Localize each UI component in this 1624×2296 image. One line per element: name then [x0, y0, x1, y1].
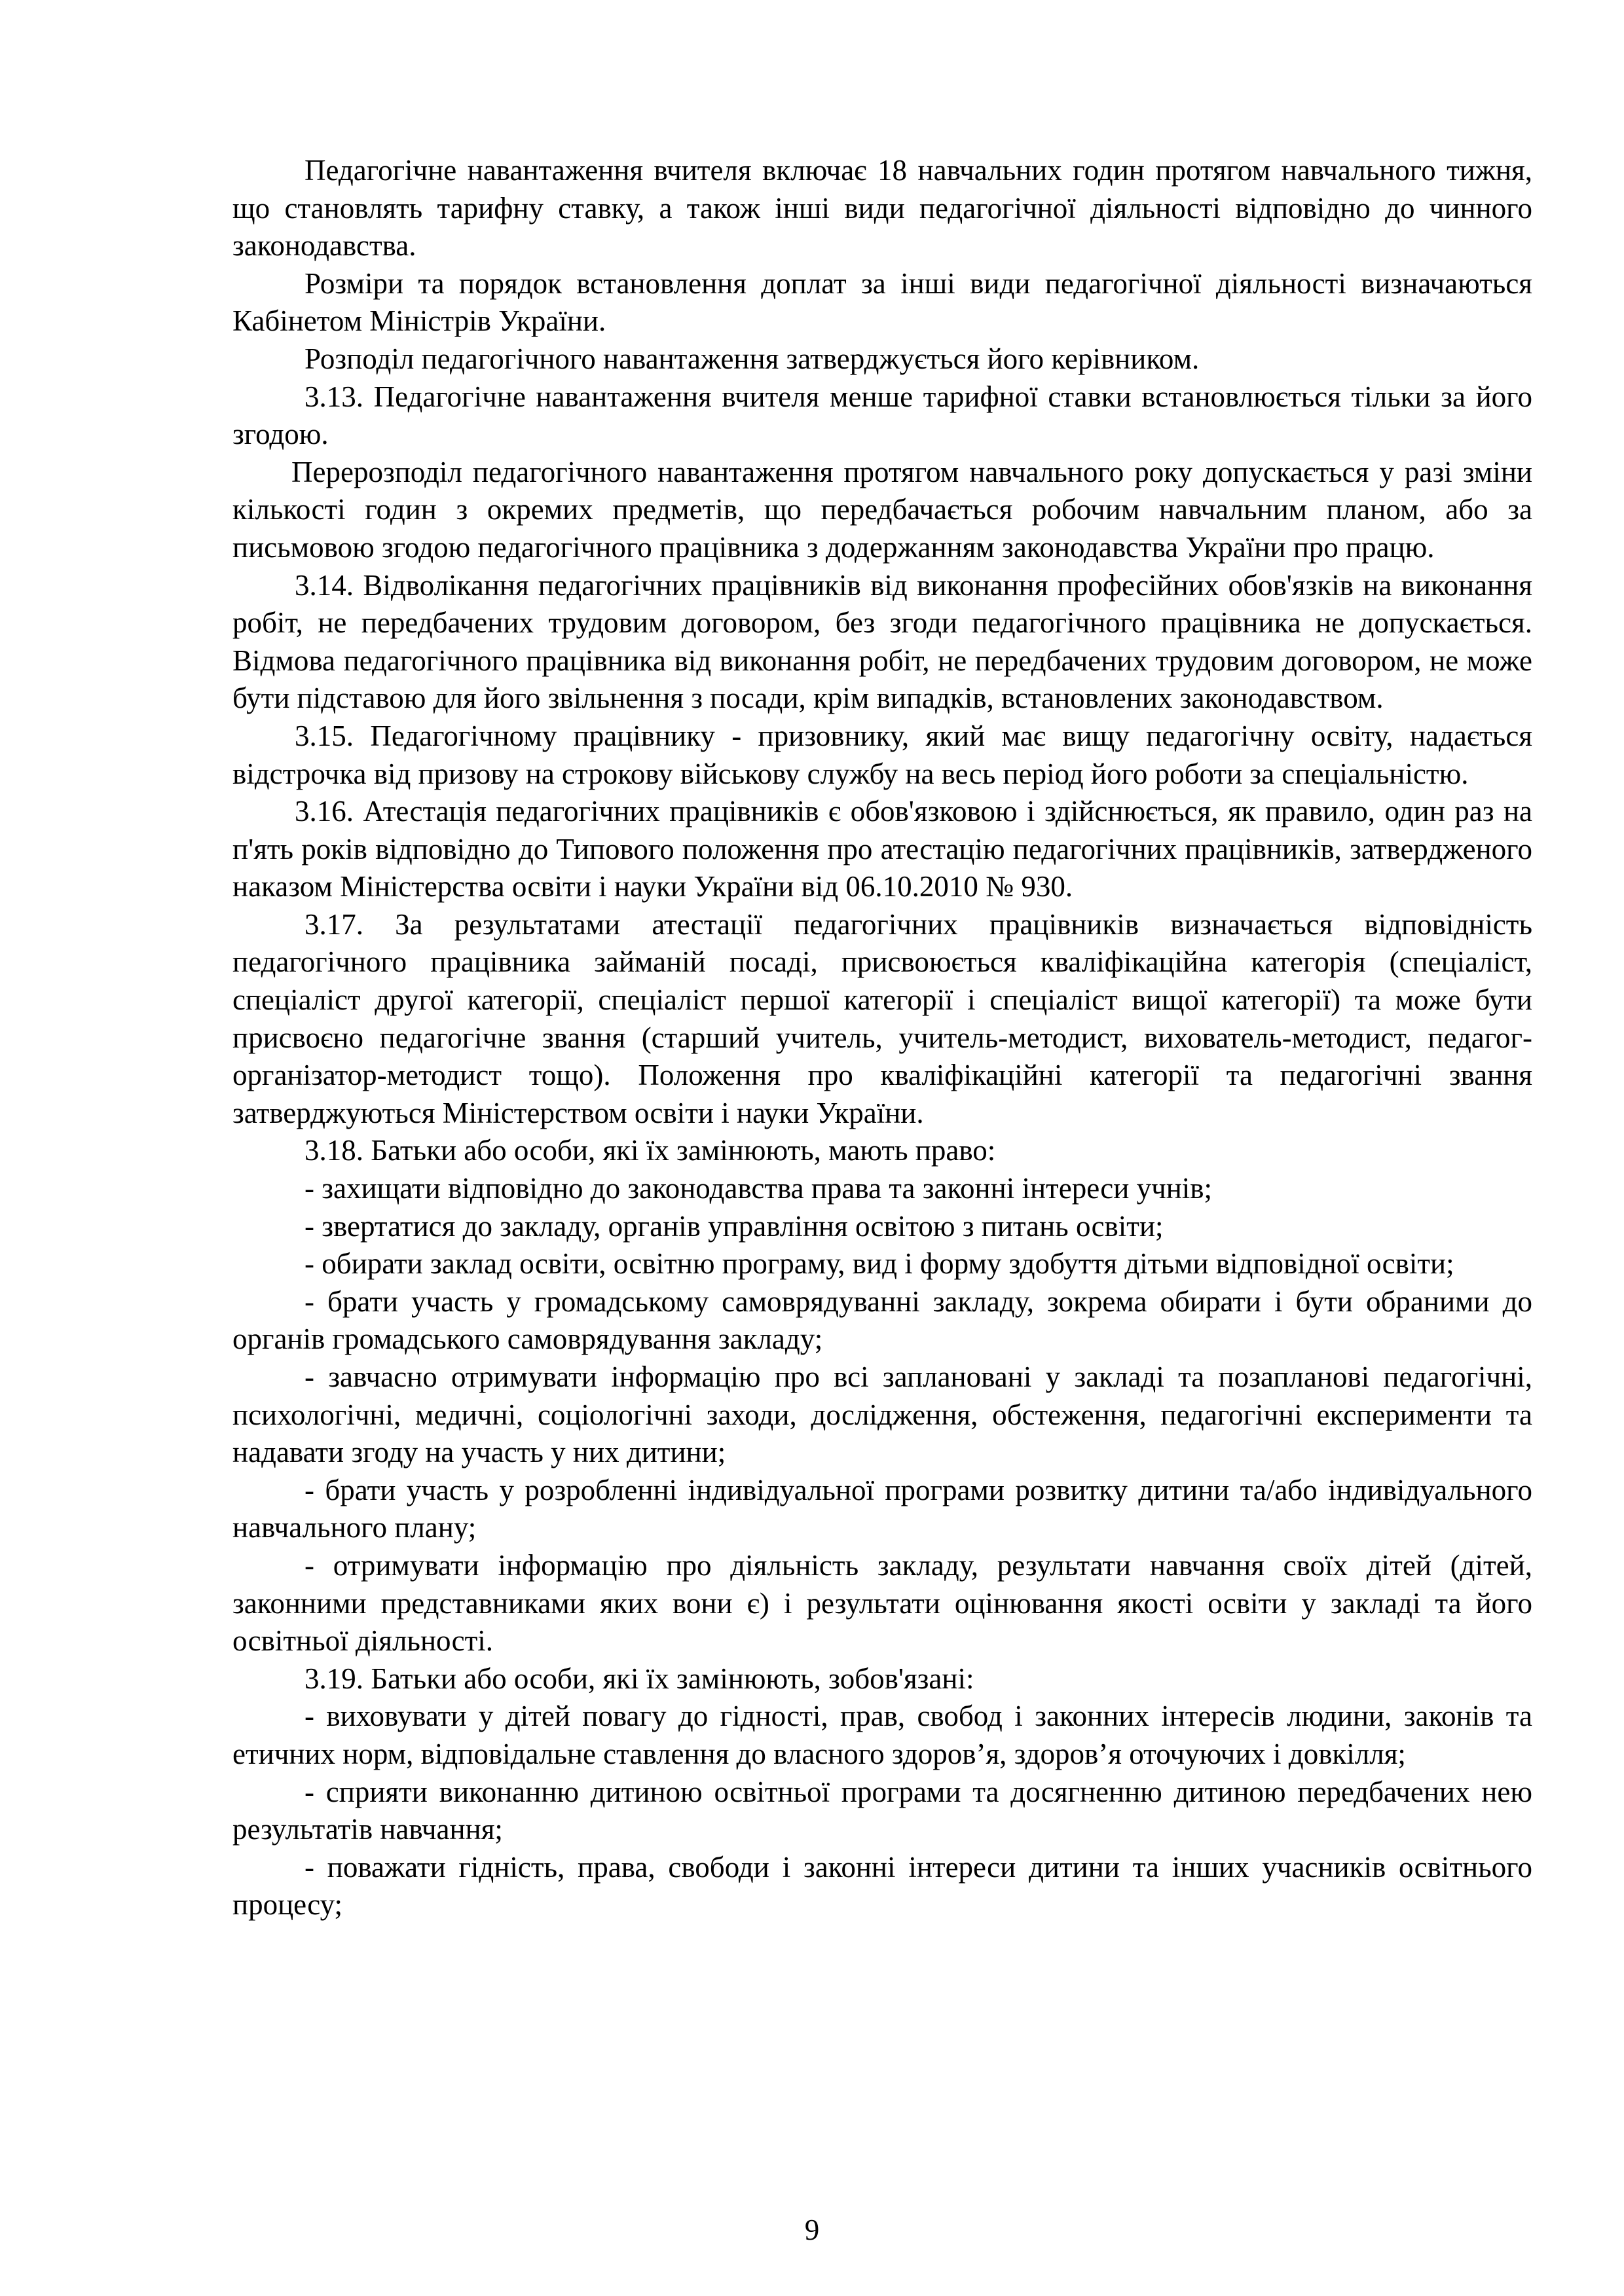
paragraph-3-18: 3.18. Батьки або особи, які їх замінюють, мають право: — [304, 1134, 996, 1167]
document-page — [232, 152, 1532, 1924]
paragraph-3-17: 3.17. За результатами атестації педагогічних працівників визначається відповідність педагогічного працівника займаній посаді, присвоюється кваліфікаційна категорія (спеціаліст, спеціаліст другої категорії, спеціаліст першої категорії і спеціаліст вищої категорії) та може бути присвоєно педагогічне звання (старший учитель, учитель-методист, вихователь-методист, педагог-організатор-методист тощо). Положення про кваліфікаційні категорії та педагогічні звання затверджуються Міністерством освіти і науки України. — [232, 907, 1532, 1129]
paragraph-3-19: 3.19. Батьки або особи, які їх замінюють, зобов'язані: — [304, 1662, 974, 1695]
list-item-duties-upbringing: - виховувати у дітей повагу до гідності, прав, свобод і законних інтересів людини, законів та етичних норм, відповідальне ставлення до власного здоров’я, здоров’я оточуючих і довкілля; — [232, 1700, 1532, 1770]
list-item-rights-choose: - обирати заклад освіти, освітню програму, вид і форму здобуття дітьми відповідної освіти; — [304, 1247, 1454, 1281]
list-item-rights-self-government: - брати участь у громадському самоврядуванні закладу, зокрема обирати і бути обраними до органів громадського самоврядування закладу; — [232, 1285, 1532, 1356]
paragraph-teaching-load: Педагогічне навантаження вчителя включає 18 навчальних годин протягом навчального тижня, що становлять тарифну ставку, а також інші види педагогічної діяльності відповідно до чинного законодавства. — [232, 154, 1532, 263]
page-number: 9 — [804, 2214, 820, 2246]
list-item-duties-support: - сприяти виконанню дитиною освітньої програми та досягненню дитиною передбачених нею результатів навчання; — [232, 1775, 1532, 1846]
paragraph-3-13: 3.13. Педагогічне навантаження вчителя менше тарифної ставки встановлюється тільки за його згодою. — [232, 380, 1532, 451]
paragraph-3-16: 3.16. Атестація педагогічних працівників є обов'язковою і здійснюється, як правило, один раз на п'ять років відповідно до Типового положення про атестацію педагогічних працівників, затвердженого наказом Міністерства освіти і науки України від 06.10.2010 № 930. — [232, 795, 1532, 903]
paragraph-surcharges: Розміри та порядок встановлення доплат за інші види педагогічної діяльності визначаються Кабінетом Міністрів України. — [232, 266, 1532, 338]
paragraph-3-14: 3.14. Відволікання педагогічних працівників від виконання професійних обов'язків на виконання робіт, не передбачених трудовим договором, без згоди педагогічного працівника не допускається. Відмова педагогічного працівника від виконання робіт, не передбачених трудовим договором, не може бути підставою для його звільнення з посади, крім випадків, встановлених законодавством. — [232, 568, 1532, 715]
list-item-duties-respect: - поважати гідність, права, свободи і законні інтереси дитини та інших учасників освітнього процесу; — [232, 1850, 1532, 1922]
list-item-rights-individual-program: - брати участь у розробленні індивідуальної програми розвитку дитини та/або індивідуального навчального плану; — [232, 1473, 1532, 1544]
list-item-rights-protect: - захищати відповідно до законодавства права та законні інтереси учнів; — [304, 1172, 1213, 1205]
paragraph-3-15: 3.15. Педагогічному працівнику - призовнику, який має вищу педагогічну освіту, надається відстрочка від призову на строкову військову службу на весь період його роботи за спеціальністю. — [232, 719, 1532, 790]
list-item-rights-information: - завчасно отримувати інформацію про всі заплановані у закладі та позапланові педагогічні, психологічні, медичні, соціологічні заходи, дослідження, обстеження, педагогічні експерименти та надавати згоду на участь у них дитини; — [232, 1360, 1532, 1469]
list-item-rights-appeal: - звертатися до закладу, органів управління освітою з питань освіти; — [304, 1209, 1164, 1243]
paragraph-redistribution: Перерозподіл педагогічного навантаження протягом навчального року допускається у разі зміни кількості годин з окремих предметів, що передбачається робочим навчальним планом, або за письмовою згодою педагогічного працівника з додержанням законодавства України про працю. — [232, 455, 1532, 564]
list-item-rights-activity-info: - отримувати інформацію про діяльність закладу, результати навчання своїх дітей (дітей, законними представниками яких вони є) і результати оцінювання якості освіти у закладі та його освітньої діяльності. — [232, 1548, 1532, 1658]
paragraph-load-distribution: Розподіл педагогічного навантаження затверджується його керівником. — [304, 342, 1200, 375]
